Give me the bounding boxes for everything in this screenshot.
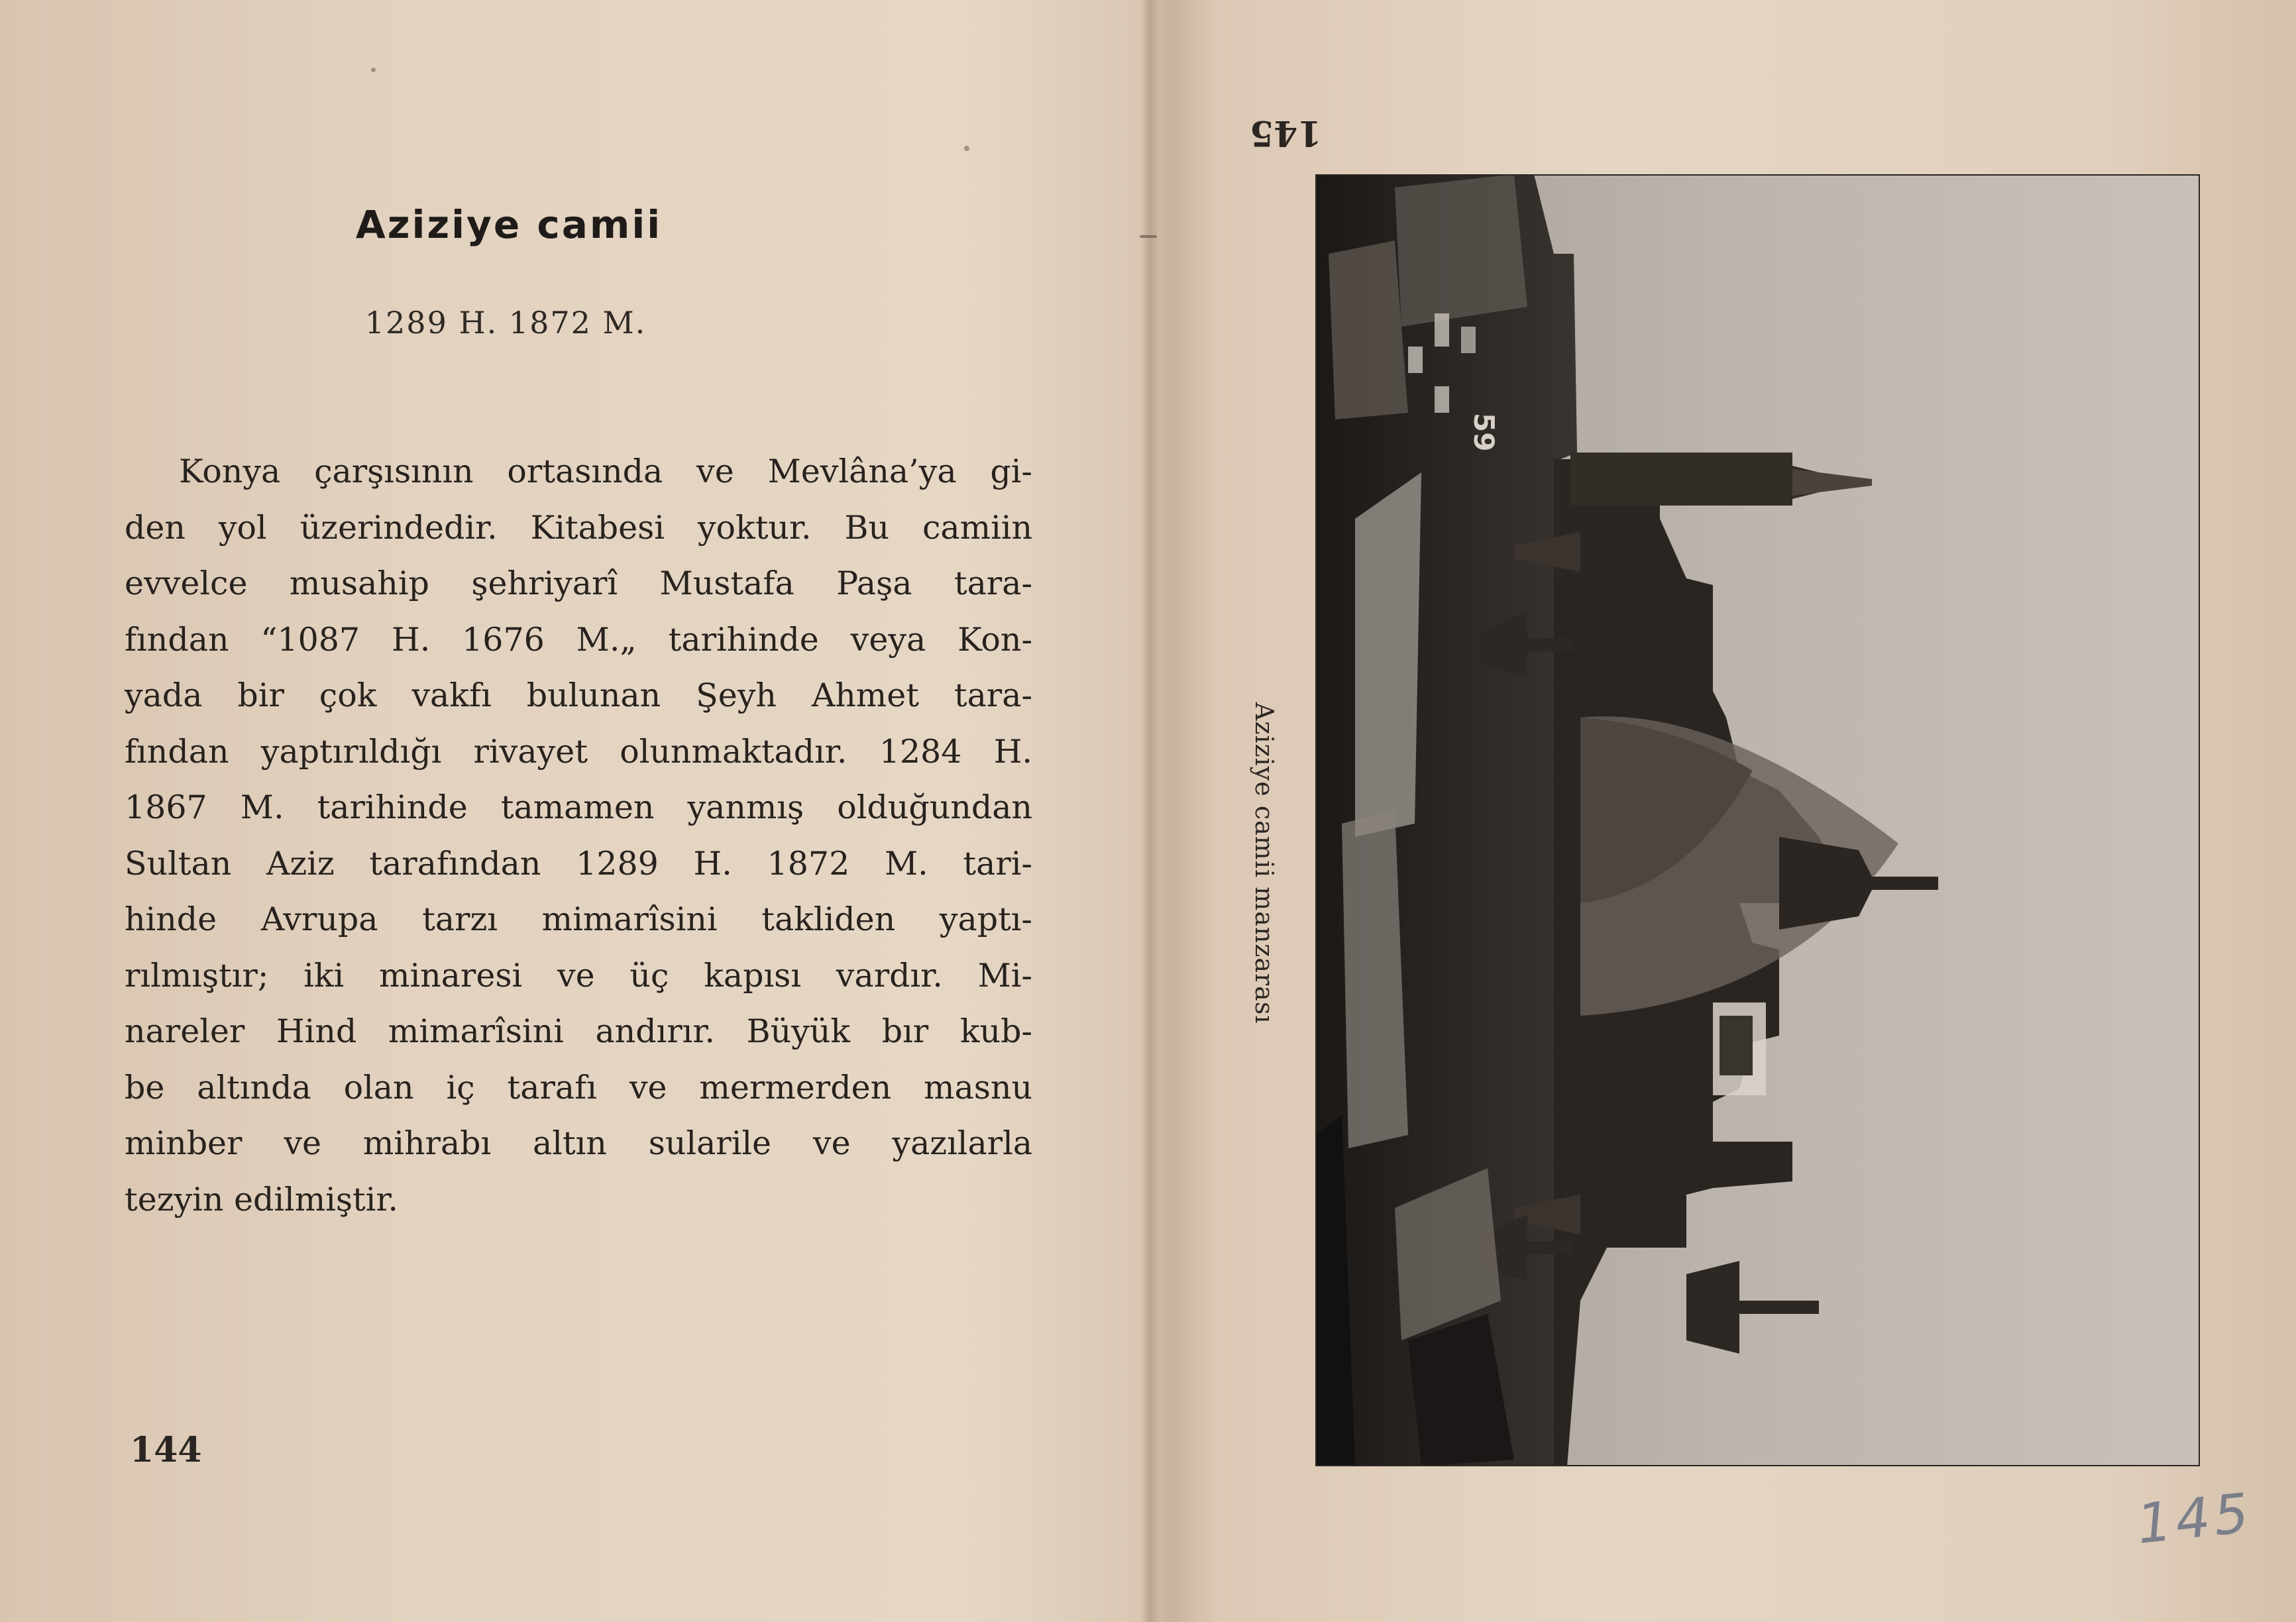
photo-caption-text: Aziziye camii manzarası [1250, 702, 1279, 1024]
text-line: Sultan Aziz tarafından 1289 H. 1872 M. tari- [125, 844, 1032, 883]
mosque-photo-image [1315, 174, 2200, 1466]
text-line: yada bir çok vakfı bulunan Şeyh Ahmet tara- [125, 676, 1032, 714]
paper-speck [371, 68, 376, 72]
page-number-left: 144 [130, 1430, 202, 1470]
text-line: den yol üzerindedir. Kitabesi yoktur. Bu camiin [125, 508, 1032, 547]
text-line: Konya çarşısının ortasında ve Mevlâna’ya gi- [179, 453, 1032, 490]
text-line: evvelce musahip şehriyarî Mustafa Paşa tara- [125, 565, 1032, 602]
text-line: hinde Avrupa tarzı mimarîsini takliden yaptı- [125, 900, 1032, 938]
photo-sign-text: 59 [1468, 413, 1500, 452]
text-line: 1867 M. tarihinde tamamen yanmış olduğundan [125, 788, 1032, 826]
text-line: minber ve mihrabı altın sularile ve yazılarla [125, 1124, 1032, 1162]
handwritten-page-number: 145 [2134, 1482, 2256, 1556]
text-line: tezyin edilmiştir. [125, 1180, 398, 1218]
text-line: be altında olan iç tarafı ve mermerden masnu [125, 1068, 1032, 1107]
paper-speck [964, 146, 969, 151]
text-line: nareler Hind mimarîsini andırır. Büyük bır kub- [125, 1012, 1032, 1050]
page-number-right: 145 [1250, 113, 1322, 153]
text-line: rılmıştır; iki minaresi ve üç kapısı vardır. Mi- [125, 956, 1032, 995]
date-line: 1289 H. 1872 M. [364, 305, 647, 341]
text-line: fından “1087 H. 1676 M.„ tarihinde veya Kon- [125, 620, 1032, 659]
mosque-photo [1315, 174, 2200, 1466]
body-paragraph [125, 444, 1032, 1228]
page-title: Aziziye camii [355, 202, 663, 247]
text-line: fından yaptırıldığı rivayet olunmaktadır. 1284 H. [125, 732, 1032, 771]
